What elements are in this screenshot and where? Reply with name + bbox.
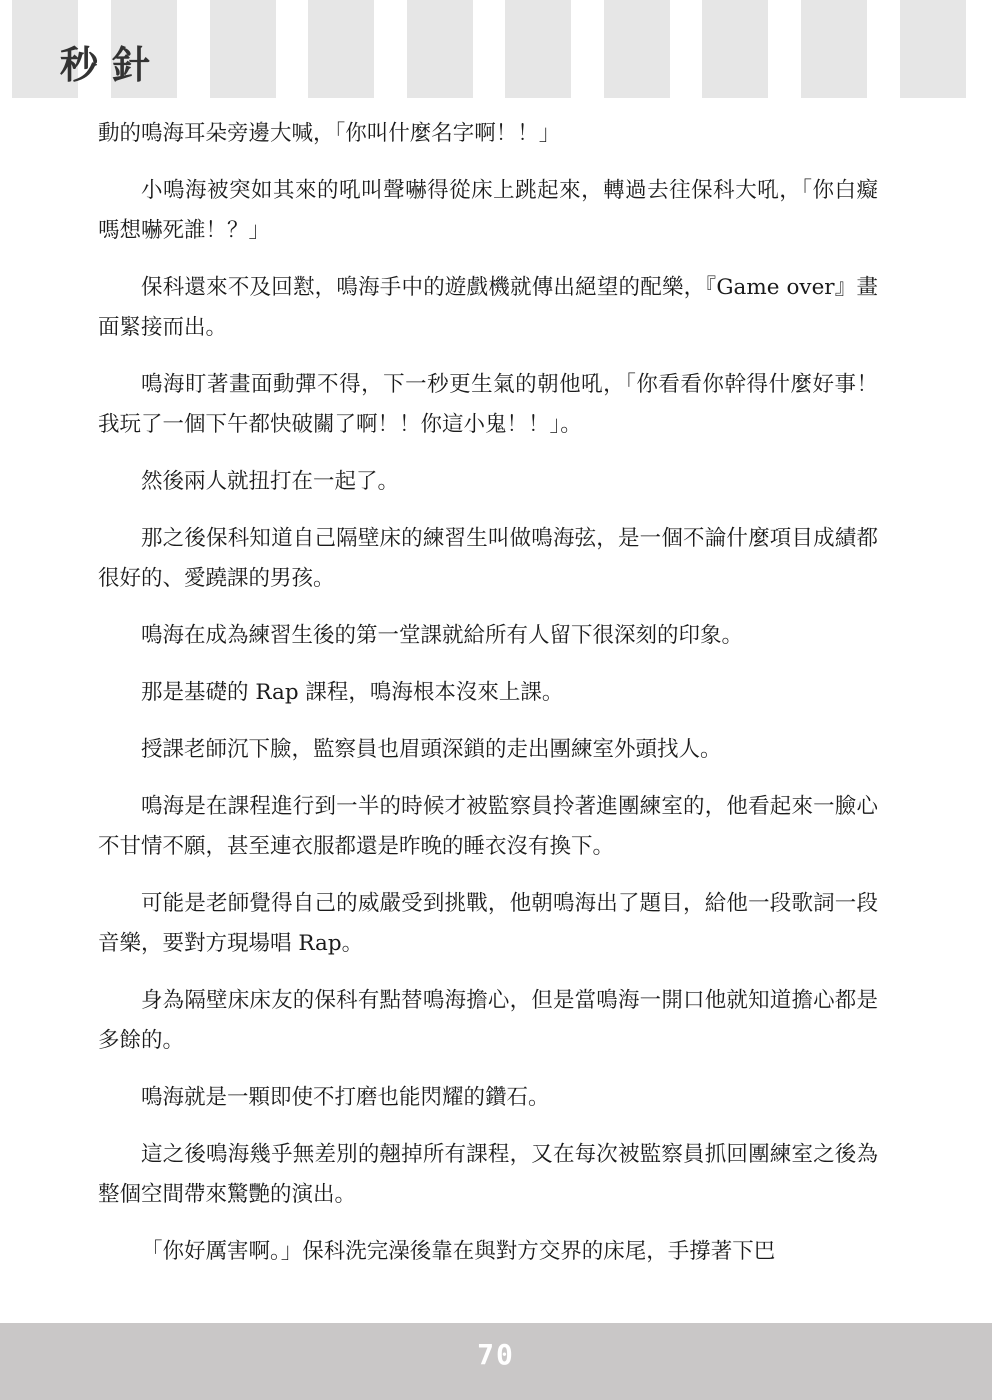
running-title: 秒針	[60, 43, 165, 87]
paragraph: 那之後保科知道自己隔壁床的練習生叫做鳴海弦，是一個不論什麼項目成績都很好的、愛蹺課的男孩。	[98, 526, 878, 591]
header-stripe	[210, 0, 276, 98]
paragraph: 那是基礎的 Rap 課程，鳴海根本沒來上課。	[141, 680, 564, 705]
header-stripe	[702, 0, 768, 98]
paragraph: 「你好厲害啊。」保科洗完澡後靠在與對方交界的床尾，手撐著下巴	[141, 1239, 776, 1264]
paragraph: 授課老師沉下臉，監察員也眉頭深鎖的走出團練室外頭找人。	[141, 737, 722, 762]
header-stripe	[505, 0, 571, 98]
body-text	[98, 114, 878, 1289]
page-number: 70	[477, 1338, 515, 1371]
paragraph: 鳴海就是一顆即使不打磨也能閃耀的鑽石。	[141, 1085, 550, 1110]
paragraph: 這之後鳴海幾乎無差別的翹掉所有課程，又在每次被監察員抓回團練室之後為整個空間帶來驚艷的演出。	[98, 1142, 878, 1207]
paragraph: 鳴海是在課程進行到一半的時候才被監察員拎著進團練室的，他看起來一臉心不甘情不願，甚至連衣服都還是昨晚的睡衣沒有換下。	[98, 794, 878, 859]
header-stripe	[604, 0, 670, 98]
paragraph: 可能是老師覺得自己的威嚴受到挑戰，他朝鳴海出了題目，給他一段歌詞一段音樂，要對方現場唱 Rap。	[98, 891, 878, 956]
paragraph: 鳴海盯著畫面動彈不得，下一秒更生氣的朝他吼，「你看看你幹得什麼好事！我玩了一個下午都快破關了啊！！你這小鬼！！」。	[98, 372, 878, 437]
paragraph: 身為隔壁床床友的保科有點替鳴海擔心，但是當鳴海一開口他就知道擔心都是多餘的。	[98, 988, 878, 1053]
header-stripe	[801, 0, 867, 98]
paragraph: 動的鳴海耳朵旁邊大喊，「你叫什麼名字啊！！」	[98, 121, 561, 146]
header-stripe	[308, 0, 374, 98]
header-stripe	[407, 0, 473, 98]
paragraph: 小鳴海被突如其來的吼叫聲嚇得從床上跳起來，轉過去往保科大吼，「你白癡嗎想嚇死誰！？」	[98, 178, 878, 243]
header-stripe	[900, 0, 966, 98]
paragraph: 然後兩人就扭打在一起了。	[141, 469, 400, 494]
paragraph: 鳴海在成為練習生後的第一堂課就給所有人留下很深刻的印象。	[141, 623, 744, 648]
paragraph: 保科還來不及回懟，鳴海手中的遊戲機就傳出絕望的配樂，『Game over』畫面緊接而出。	[98, 275, 878, 340]
